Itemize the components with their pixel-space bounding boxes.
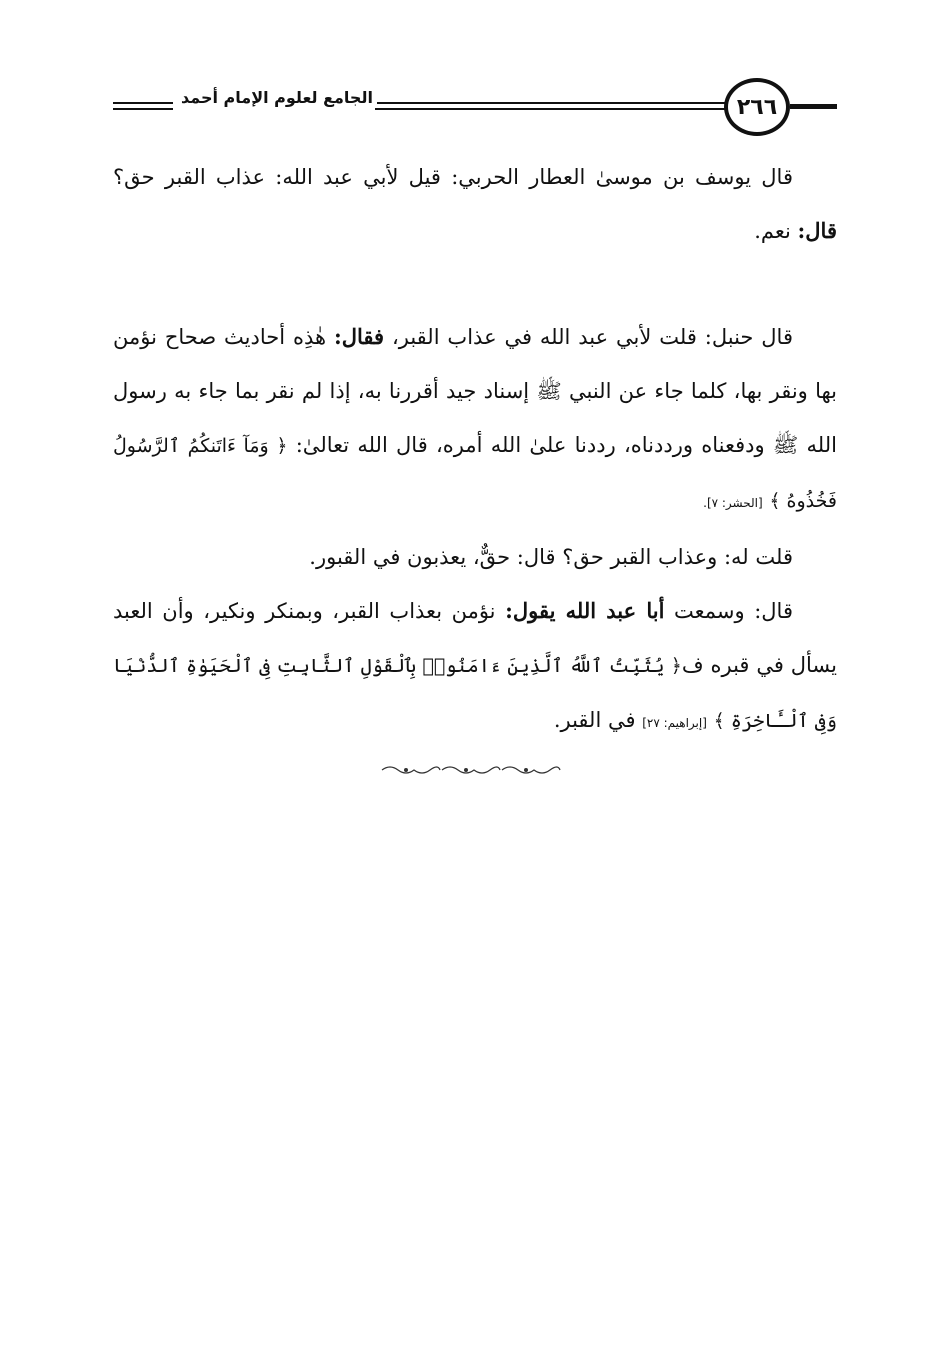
source-citation-1 (113, 272, 837, 292)
paragraph-yusuf-line1: قال يوسف بن موسىٰ العطار الحربي: قيل لأبي عبد الله: عذاب القبر (164, 165, 793, 189)
paragraph-yusuf (113, 150, 837, 258)
paragraph-yusuf-naam: نعم. (754, 219, 791, 243)
paragraph-yusuf-qala: قال: (797, 218, 837, 243)
paragraph-munkar-abu-abdullah: أبا عبد الله يقول: (505, 598, 665, 623)
paragraph-munkar-tail: في القبر. (553, 708, 636, 732)
paragraph-munkar-part3: نؤمن بعذاب القبر، وبمنكر ونكير، وأن العبد يسأل في قبره ف (113, 599, 837, 677)
quran-ref-hashr: [الحشر: ٧]. (703, 496, 763, 510)
paragraph-adhab-haqq: قلت له: وعذاب القبر حق؟ قال: حقٌّ، يعذبون في القبور. (309, 545, 793, 569)
paragraph-hanbal-part3: هٰذِه أحاديث صحاح نؤمن بها ونقر بها، كلما جاء عن النبي ﷺ إسناد جيد أقررنا به، إذا لم نقر بما جاء به رسول الله ﷺ ودفعناه ورددناه، رددنا علىٰ الله أمره، قال الله تعالىٰ: (113, 325, 837, 457)
paragraph-hanbal-part1: قال حنبل: قلت لأبي عبد الله في عذاب القبر، (391, 325, 793, 349)
page-content (113, 150, 837, 802)
page-header (113, 72, 837, 142)
page-number-badge (724, 78, 790, 136)
running-title: الجامع لعلوم الإمام أحمد (177, 88, 377, 107)
quran-verse-hashr: ﴿ وَمَآ ءَاتَنكُمُ ٱلرَّسُولُ فَخُذُوهُ ﴾ (113, 435, 837, 512)
header-rule-left-2 (113, 108, 173, 110)
section-divider-ornament (380, 764, 562, 776)
header-rule-middle (375, 102, 725, 104)
paragraph-yusuf-haqq: حق؟ (113, 165, 155, 189)
page-number: ٢٦٦ (736, 94, 778, 120)
quran-ref-ibrahim: [إبراهيم: ٢٧] (642, 716, 707, 730)
paragraph-munkar-part1: قال: وسمعت (674, 599, 793, 623)
header-rule-right (790, 104, 837, 109)
paragraph-hanbal-faqal: فقال: (334, 324, 385, 349)
paragraph-hanbal (113, 310, 837, 530)
header-rule-middle-2 (375, 108, 725, 110)
quran-verse-ibrahim: ﴿ يُثَبِّتُ ٱللَّهُ ٱلَّذِينَ ءَامَنُوا۟ بِٱلْقَوْلِ ٱلثَّابِتِ فِى ٱلْحَيَوٰةِ ٱلدُّنْيَا وَفِى ٱلْـَٔاخِرَةِ ﴾ (113, 655, 837, 732)
header-rule-left (113, 102, 173, 104)
paragraph-munkar-nakir (113, 584, 837, 750)
